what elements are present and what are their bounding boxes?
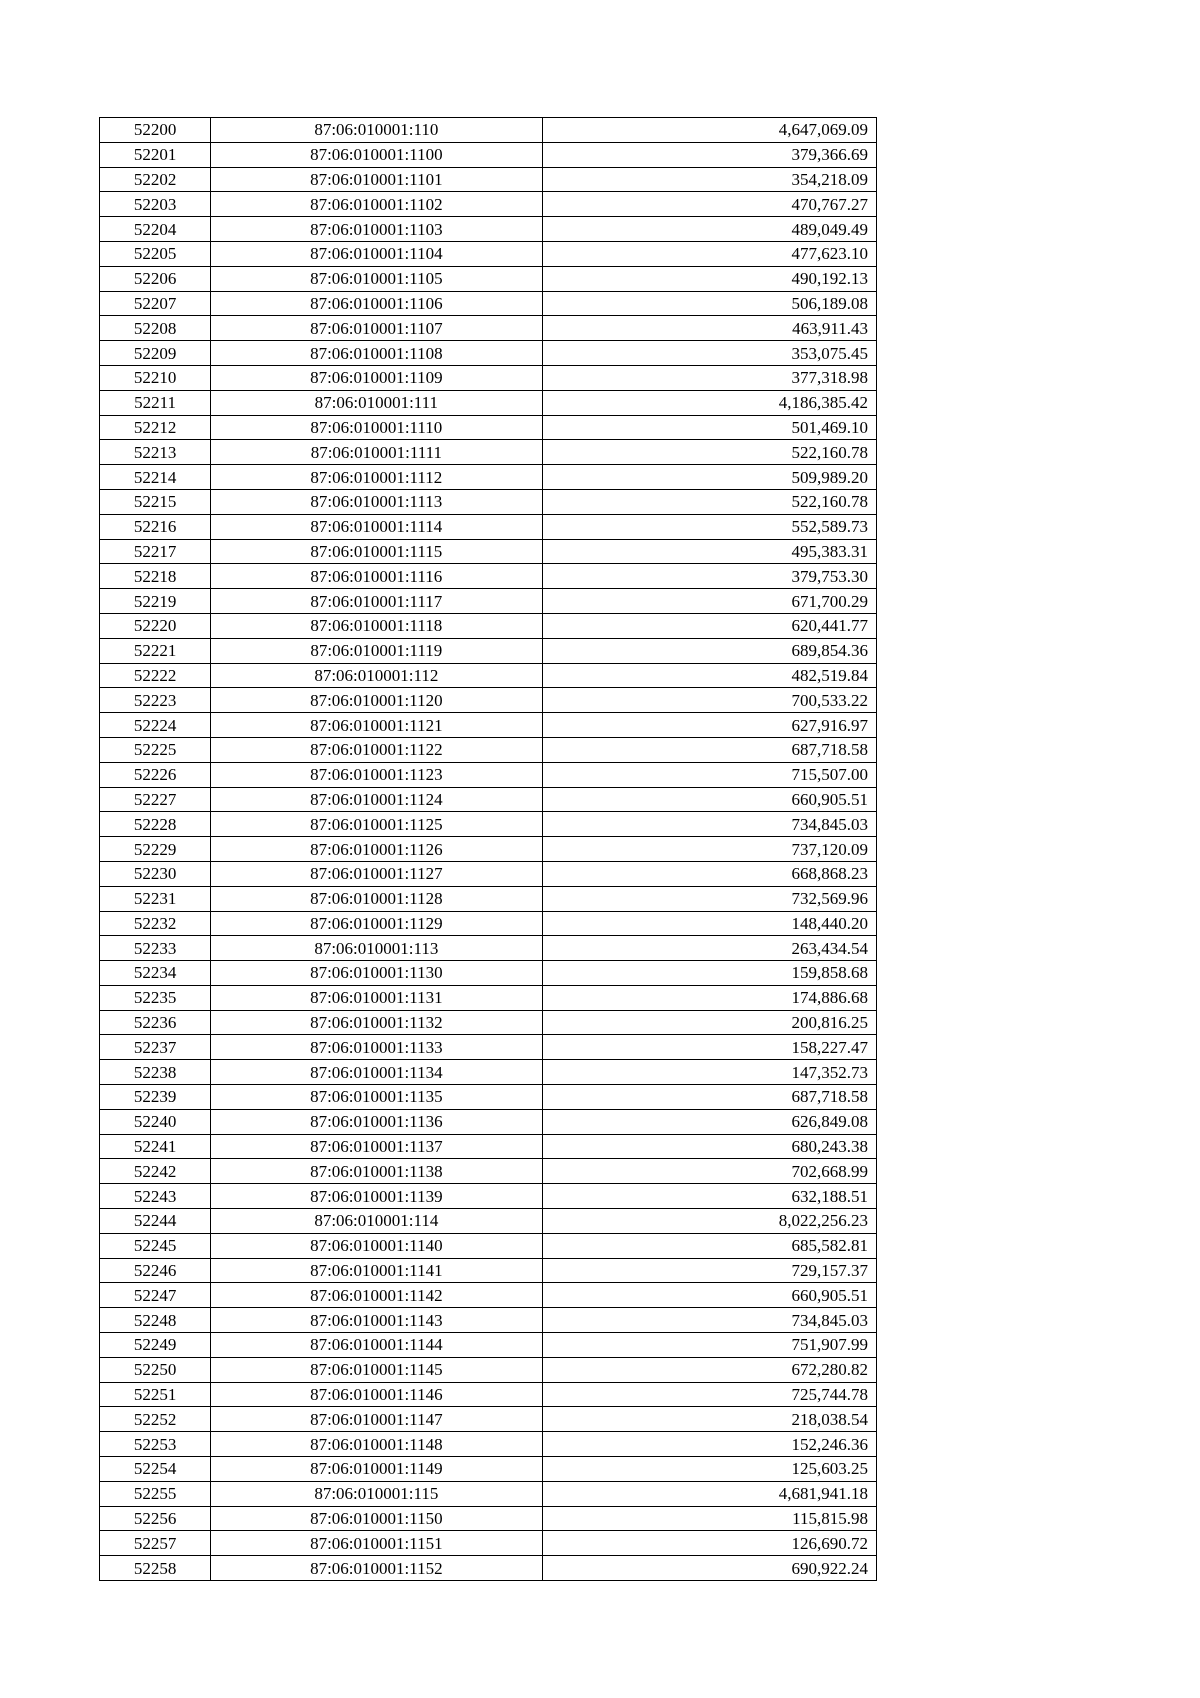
row-number-cell: 52214 bbox=[100, 465, 211, 490]
value-cell: 147,352.73 bbox=[542, 1060, 876, 1085]
cadastral-number-cell: 87:06:010001:1135 bbox=[211, 1085, 542, 1110]
table-row bbox=[100, 1357, 877, 1382]
value-cell: 354,218.09 bbox=[542, 167, 876, 192]
value-cell: 4,186,385.42 bbox=[542, 390, 876, 415]
row-number-cell: 52224 bbox=[100, 713, 211, 738]
row-number-cell: 52230 bbox=[100, 861, 211, 886]
row-number-cell: 52237 bbox=[100, 1035, 211, 1060]
cadastral-number-cell: 87:06:010001:1114 bbox=[211, 514, 542, 539]
row-number-cell: 52225 bbox=[100, 737, 211, 762]
row-number-cell: 52217 bbox=[100, 539, 211, 564]
value-cell: 671,700.29 bbox=[542, 589, 876, 614]
cadastral-number-cell: 87:06:010001:1107 bbox=[211, 316, 542, 341]
cadastral-number-cell: 87:06:010001:1150 bbox=[211, 1506, 542, 1531]
value-cell: 702,668.99 bbox=[542, 1159, 876, 1184]
cadastral-number-cell: 87:06:010001:111 bbox=[211, 390, 542, 415]
row-number-cell: 52228 bbox=[100, 812, 211, 837]
value-cell: 125,603.25 bbox=[542, 1457, 876, 1482]
cadastral-number-cell: 87:06:010001:1104 bbox=[211, 241, 542, 266]
cadastral-number-cell: 87:06:010001:1103 bbox=[211, 217, 542, 242]
table-row bbox=[100, 365, 877, 390]
value-cell: 672,280.82 bbox=[542, 1357, 876, 1382]
cadastral-number-cell: 87:06:010001:1110 bbox=[211, 415, 542, 440]
cadastral-number-cell: 87:06:010001:1119 bbox=[211, 638, 542, 663]
row-number-cell: 52223 bbox=[100, 688, 211, 713]
row-number-cell: 52226 bbox=[100, 762, 211, 787]
cadastral-number-cell: 87:06:010001:1123 bbox=[211, 762, 542, 787]
cadastral-number-cell: 87:06:010001:1151 bbox=[211, 1531, 542, 1556]
value-cell: 4,681,941.18 bbox=[542, 1481, 876, 1506]
cadastral-number-cell: 87:06:010001:1144 bbox=[211, 1333, 542, 1358]
cadastral-number-cell: 87:06:010001:1143 bbox=[211, 1308, 542, 1333]
table-row bbox=[100, 1407, 877, 1432]
row-number-cell: 52219 bbox=[100, 589, 211, 614]
value-cell: 626,849.08 bbox=[542, 1109, 876, 1134]
table-row bbox=[100, 936, 877, 961]
row-number-cell: 52211 bbox=[100, 390, 211, 415]
cadastral-number-cell: 87:06:010001:1131 bbox=[211, 985, 542, 1010]
row-number-cell: 52222 bbox=[100, 663, 211, 688]
table-row bbox=[100, 911, 877, 936]
row-number-cell: 52209 bbox=[100, 341, 211, 366]
table-row bbox=[100, 589, 877, 614]
cadastral-number-cell: 87:06:010001:1149 bbox=[211, 1457, 542, 1482]
table-row bbox=[100, 1308, 877, 1333]
cadastral-number-cell: 87:06:010001:1138 bbox=[211, 1159, 542, 1184]
row-number-cell: 52236 bbox=[100, 1010, 211, 1035]
row-number-cell: 52208 bbox=[100, 316, 211, 341]
table-row bbox=[100, 1159, 877, 1184]
cadastral-number-cell: 87:06:010001:110 bbox=[211, 118, 542, 143]
table-row bbox=[100, 837, 877, 862]
cadastral-number-cell: 87:06:010001:1136 bbox=[211, 1109, 542, 1134]
value-cell: 489,049.49 bbox=[542, 217, 876, 242]
cadastral-number-cell: 87:06:010001:1111 bbox=[211, 440, 542, 465]
value-cell: 689,854.36 bbox=[542, 638, 876, 663]
table-row bbox=[100, 762, 877, 787]
row-number-cell: 52245 bbox=[100, 1233, 211, 1258]
row-number-cell: 52235 bbox=[100, 985, 211, 1010]
row-number-cell: 52201 bbox=[100, 142, 211, 167]
table-row bbox=[100, 688, 877, 713]
table-row bbox=[100, 961, 877, 986]
row-number-cell: 52220 bbox=[100, 613, 211, 638]
cadastral-number-cell: 87:06:010001:1132 bbox=[211, 1010, 542, 1035]
table-row bbox=[100, 1060, 877, 1085]
table-row bbox=[100, 1556, 877, 1581]
table-row bbox=[100, 118, 877, 143]
row-number-cell: 52251 bbox=[100, 1382, 211, 1407]
table-row bbox=[100, 341, 877, 366]
value-cell: 687,718.58 bbox=[542, 737, 876, 762]
cadastral-number-cell: 87:06:010001:1109 bbox=[211, 365, 542, 390]
row-number-cell: 52248 bbox=[100, 1308, 211, 1333]
row-number-cell: 52243 bbox=[100, 1184, 211, 1209]
cadastral-number-cell: 87:06:010001:1121 bbox=[211, 713, 542, 738]
row-number-cell: 52234 bbox=[100, 961, 211, 986]
row-number-cell: 52253 bbox=[100, 1432, 211, 1457]
value-cell: 115,815.98 bbox=[542, 1506, 876, 1531]
value-cell: 377,318.98 bbox=[542, 365, 876, 390]
table-row bbox=[100, 861, 877, 886]
cadastral-number-cell: 87:06:010001:1115 bbox=[211, 539, 542, 564]
value-cell: 680,243.38 bbox=[542, 1134, 876, 1159]
cadastral-number-cell: 87:06:010001:1141 bbox=[211, 1258, 542, 1283]
cadastral-number-cell: 87:06:010001:1126 bbox=[211, 837, 542, 862]
cadastral-number-cell: 87:06:010001:1127 bbox=[211, 861, 542, 886]
data-table bbox=[99, 117, 877, 1581]
value-cell: 482,519.84 bbox=[542, 663, 876, 688]
value-cell: 158,227.47 bbox=[542, 1035, 876, 1060]
value-cell: 751,907.99 bbox=[542, 1333, 876, 1358]
cadastral-number-cell: 87:06:010001:1139 bbox=[211, 1184, 542, 1209]
cadastral-number-cell: 87:06:010001:1116 bbox=[211, 564, 542, 589]
value-cell: 737,120.09 bbox=[542, 837, 876, 862]
cadastral-number-cell: 87:06:010001:1100 bbox=[211, 142, 542, 167]
row-number-cell: 52202 bbox=[100, 167, 211, 192]
table-row bbox=[100, 465, 877, 490]
table-row bbox=[100, 167, 877, 192]
table-row bbox=[100, 1506, 877, 1531]
table-row bbox=[100, 316, 877, 341]
row-number-cell: 52203 bbox=[100, 192, 211, 217]
cadastral-number-cell: 87:06:010001:114 bbox=[211, 1209, 542, 1234]
cadastral-number-cell: 87:06:010001:1140 bbox=[211, 1233, 542, 1258]
table-row bbox=[100, 1010, 877, 1035]
row-number-cell: 52255 bbox=[100, 1481, 211, 1506]
value-cell: 734,845.03 bbox=[542, 812, 876, 837]
value-cell: 126,690.72 bbox=[542, 1531, 876, 1556]
cadastral-number-cell: 87:06:010001:1112 bbox=[211, 465, 542, 490]
value-cell: 685,582.81 bbox=[542, 1233, 876, 1258]
cadastral-number-cell: 87:06:010001:1137 bbox=[211, 1134, 542, 1159]
row-number-cell: 52249 bbox=[100, 1333, 211, 1358]
cadastral-number-cell: 87:06:010001:1124 bbox=[211, 787, 542, 812]
cadastral-number-cell: 87:06:010001:1130 bbox=[211, 961, 542, 986]
cadastral-number-cell: 87:06:010001:1129 bbox=[211, 911, 542, 936]
value-cell: 263,434.54 bbox=[542, 936, 876, 961]
row-number-cell: 52257 bbox=[100, 1531, 211, 1556]
row-number-cell: 52232 bbox=[100, 911, 211, 936]
cadastral-number-cell: 87:06:010001:1134 bbox=[211, 1060, 542, 1085]
table-row bbox=[100, 1258, 877, 1283]
value-cell: 725,744.78 bbox=[542, 1382, 876, 1407]
value-cell: 379,753.30 bbox=[542, 564, 876, 589]
table-row bbox=[100, 291, 877, 316]
value-cell: 8,022,256.23 bbox=[542, 1209, 876, 1234]
value-cell: 627,916.97 bbox=[542, 713, 876, 738]
row-number-cell: 52258 bbox=[100, 1556, 211, 1581]
value-cell: 501,469.10 bbox=[542, 415, 876, 440]
table-row bbox=[100, 390, 877, 415]
row-number-cell: 52213 bbox=[100, 440, 211, 465]
table-row bbox=[100, 1283, 877, 1308]
row-number-cell: 52206 bbox=[100, 266, 211, 291]
cadastral-number-cell: 87:06:010001:1146 bbox=[211, 1382, 542, 1407]
table-row bbox=[100, 985, 877, 1010]
value-cell: 148,440.20 bbox=[542, 911, 876, 936]
value-cell: 463,911.43 bbox=[542, 316, 876, 341]
table-row bbox=[100, 713, 877, 738]
table-row bbox=[100, 1382, 877, 1407]
value-cell: 495,383.31 bbox=[542, 539, 876, 564]
cadastral-number-cell: 87:06:010001:1145 bbox=[211, 1357, 542, 1382]
row-number-cell: 52256 bbox=[100, 1506, 211, 1531]
cadastral-number-cell: 87:06:010001:1152 bbox=[211, 1556, 542, 1581]
row-number-cell: 52254 bbox=[100, 1457, 211, 1482]
table-row bbox=[100, 1233, 877, 1258]
row-number-cell: 52244 bbox=[100, 1209, 211, 1234]
cadastral-number-cell: 87:06:010001:1102 bbox=[211, 192, 542, 217]
value-cell: 159,858.68 bbox=[542, 961, 876, 986]
cadastral-number-cell: 87:06:010001:1118 bbox=[211, 613, 542, 638]
row-number-cell: 52227 bbox=[100, 787, 211, 812]
row-number-cell: 52204 bbox=[100, 217, 211, 242]
value-cell: 687,718.58 bbox=[542, 1085, 876, 1110]
table-row bbox=[100, 613, 877, 638]
value-cell: 353,075.45 bbox=[542, 341, 876, 366]
table-row bbox=[100, 737, 877, 762]
cadastral-number-cell: 87:06:010001:1142 bbox=[211, 1283, 542, 1308]
cadastral-number-cell: 87:06:010001:1128 bbox=[211, 886, 542, 911]
value-cell: 734,845.03 bbox=[542, 1308, 876, 1333]
cadastral-number-cell: 87:06:010001:1106 bbox=[211, 291, 542, 316]
row-number-cell: 52212 bbox=[100, 415, 211, 440]
value-cell: 522,160.78 bbox=[542, 440, 876, 465]
cadastral-number-cell: 87:06:010001:1122 bbox=[211, 737, 542, 762]
value-cell: 509,989.20 bbox=[542, 465, 876, 490]
value-cell: 470,767.27 bbox=[542, 192, 876, 217]
value-cell: 200,816.25 bbox=[542, 1010, 876, 1035]
cadastral-number-cell: 87:06:010001:1147 bbox=[211, 1407, 542, 1432]
row-number-cell: 52246 bbox=[100, 1258, 211, 1283]
value-cell: 715,507.00 bbox=[542, 762, 876, 787]
cadastral-number-cell: 87:06:010001:112 bbox=[211, 663, 542, 688]
table-row bbox=[100, 241, 877, 266]
table-row bbox=[100, 1481, 877, 1506]
table-row bbox=[100, 440, 877, 465]
row-number-cell: 52221 bbox=[100, 638, 211, 663]
table-body bbox=[100, 118, 877, 1581]
row-number-cell: 52250 bbox=[100, 1357, 211, 1382]
cadastral-number-cell: 87:06:010001:113 bbox=[211, 936, 542, 961]
value-cell: 552,589.73 bbox=[542, 514, 876, 539]
value-cell: 152,246.36 bbox=[542, 1432, 876, 1457]
value-cell: 660,905.51 bbox=[542, 787, 876, 812]
table-row bbox=[100, 192, 877, 217]
value-cell: 477,623.10 bbox=[542, 241, 876, 266]
table-row bbox=[100, 1109, 877, 1134]
value-cell: 379,366.69 bbox=[542, 142, 876, 167]
row-number-cell: 52252 bbox=[100, 1407, 211, 1432]
cadastral-number-cell: 87:06:010001:1148 bbox=[211, 1432, 542, 1457]
table-row bbox=[100, 638, 877, 663]
row-number-cell: 52215 bbox=[100, 489, 211, 514]
value-cell: 660,905.51 bbox=[542, 1283, 876, 1308]
cadastral-number-cell: 87:06:010001:1101 bbox=[211, 167, 542, 192]
row-number-cell: 52247 bbox=[100, 1283, 211, 1308]
value-cell: 218,038.54 bbox=[542, 1407, 876, 1432]
row-number-cell: 52238 bbox=[100, 1060, 211, 1085]
table-row bbox=[100, 812, 877, 837]
table-row bbox=[100, 1035, 877, 1060]
table-row bbox=[100, 1085, 877, 1110]
row-number-cell: 52216 bbox=[100, 514, 211, 539]
value-cell: 700,533.22 bbox=[542, 688, 876, 713]
value-cell: 506,189.08 bbox=[542, 291, 876, 316]
table-row bbox=[100, 1184, 877, 1209]
value-cell: 620,441.77 bbox=[542, 613, 876, 638]
table-row bbox=[100, 787, 877, 812]
table-row bbox=[100, 1531, 877, 1556]
row-number-cell: 52210 bbox=[100, 365, 211, 390]
table-row bbox=[100, 663, 877, 688]
value-cell: 4,647,069.09 bbox=[542, 118, 876, 143]
row-number-cell: 52242 bbox=[100, 1159, 211, 1184]
table-row bbox=[100, 539, 877, 564]
cadastral-number-cell: 87:06:010001:1133 bbox=[211, 1035, 542, 1060]
row-number-cell: 52239 bbox=[100, 1085, 211, 1110]
row-number-cell: 52233 bbox=[100, 936, 211, 961]
table-row bbox=[100, 1134, 877, 1159]
row-number-cell: 52200 bbox=[100, 118, 211, 143]
table-row bbox=[100, 564, 877, 589]
row-number-cell: 52207 bbox=[100, 291, 211, 316]
table-row bbox=[100, 266, 877, 291]
cadastral-number-cell: 87:06:010001:1125 bbox=[211, 812, 542, 837]
row-number-cell: 52231 bbox=[100, 886, 211, 911]
table-row bbox=[100, 489, 877, 514]
table-row bbox=[100, 415, 877, 440]
table-row bbox=[100, 1333, 877, 1358]
value-cell: 732,569.96 bbox=[542, 886, 876, 911]
table-row bbox=[100, 217, 877, 242]
table-row bbox=[100, 142, 877, 167]
value-cell: 490,192.13 bbox=[542, 266, 876, 291]
row-number-cell: 52229 bbox=[100, 837, 211, 862]
table-row bbox=[100, 1432, 877, 1457]
cadastral-number-cell: 87:06:010001:1120 bbox=[211, 688, 542, 713]
value-cell: 690,922.24 bbox=[542, 1556, 876, 1581]
value-cell: 522,160.78 bbox=[542, 489, 876, 514]
cadastral-number-cell: 87:06:010001:1117 bbox=[211, 589, 542, 614]
cadastral-number-cell: 87:06:010001:1108 bbox=[211, 341, 542, 366]
table-row bbox=[100, 1457, 877, 1482]
table-row bbox=[100, 1209, 877, 1234]
value-cell: 632,188.51 bbox=[542, 1184, 876, 1209]
table-row bbox=[100, 514, 877, 539]
row-number-cell: 52240 bbox=[100, 1109, 211, 1134]
row-number-cell: 52241 bbox=[100, 1134, 211, 1159]
value-cell: 729,157.37 bbox=[542, 1258, 876, 1283]
value-cell: 174,886.68 bbox=[542, 985, 876, 1010]
cadastral-number-cell: 87:06:010001:1113 bbox=[211, 489, 542, 514]
row-number-cell: 52205 bbox=[100, 241, 211, 266]
cadastral-number-cell: 87:06:010001:1105 bbox=[211, 266, 542, 291]
row-number-cell: 52218 bbox=[100, 564, 211, 589]
table-row bbox=[100, 886, 877, 911]
value-cell: 668,868.23 bbox=[542, 861, 876, 886]
cadastral-number-cell: 87:06:010001:115 bbox=[211, 1481, 542, 1506]
